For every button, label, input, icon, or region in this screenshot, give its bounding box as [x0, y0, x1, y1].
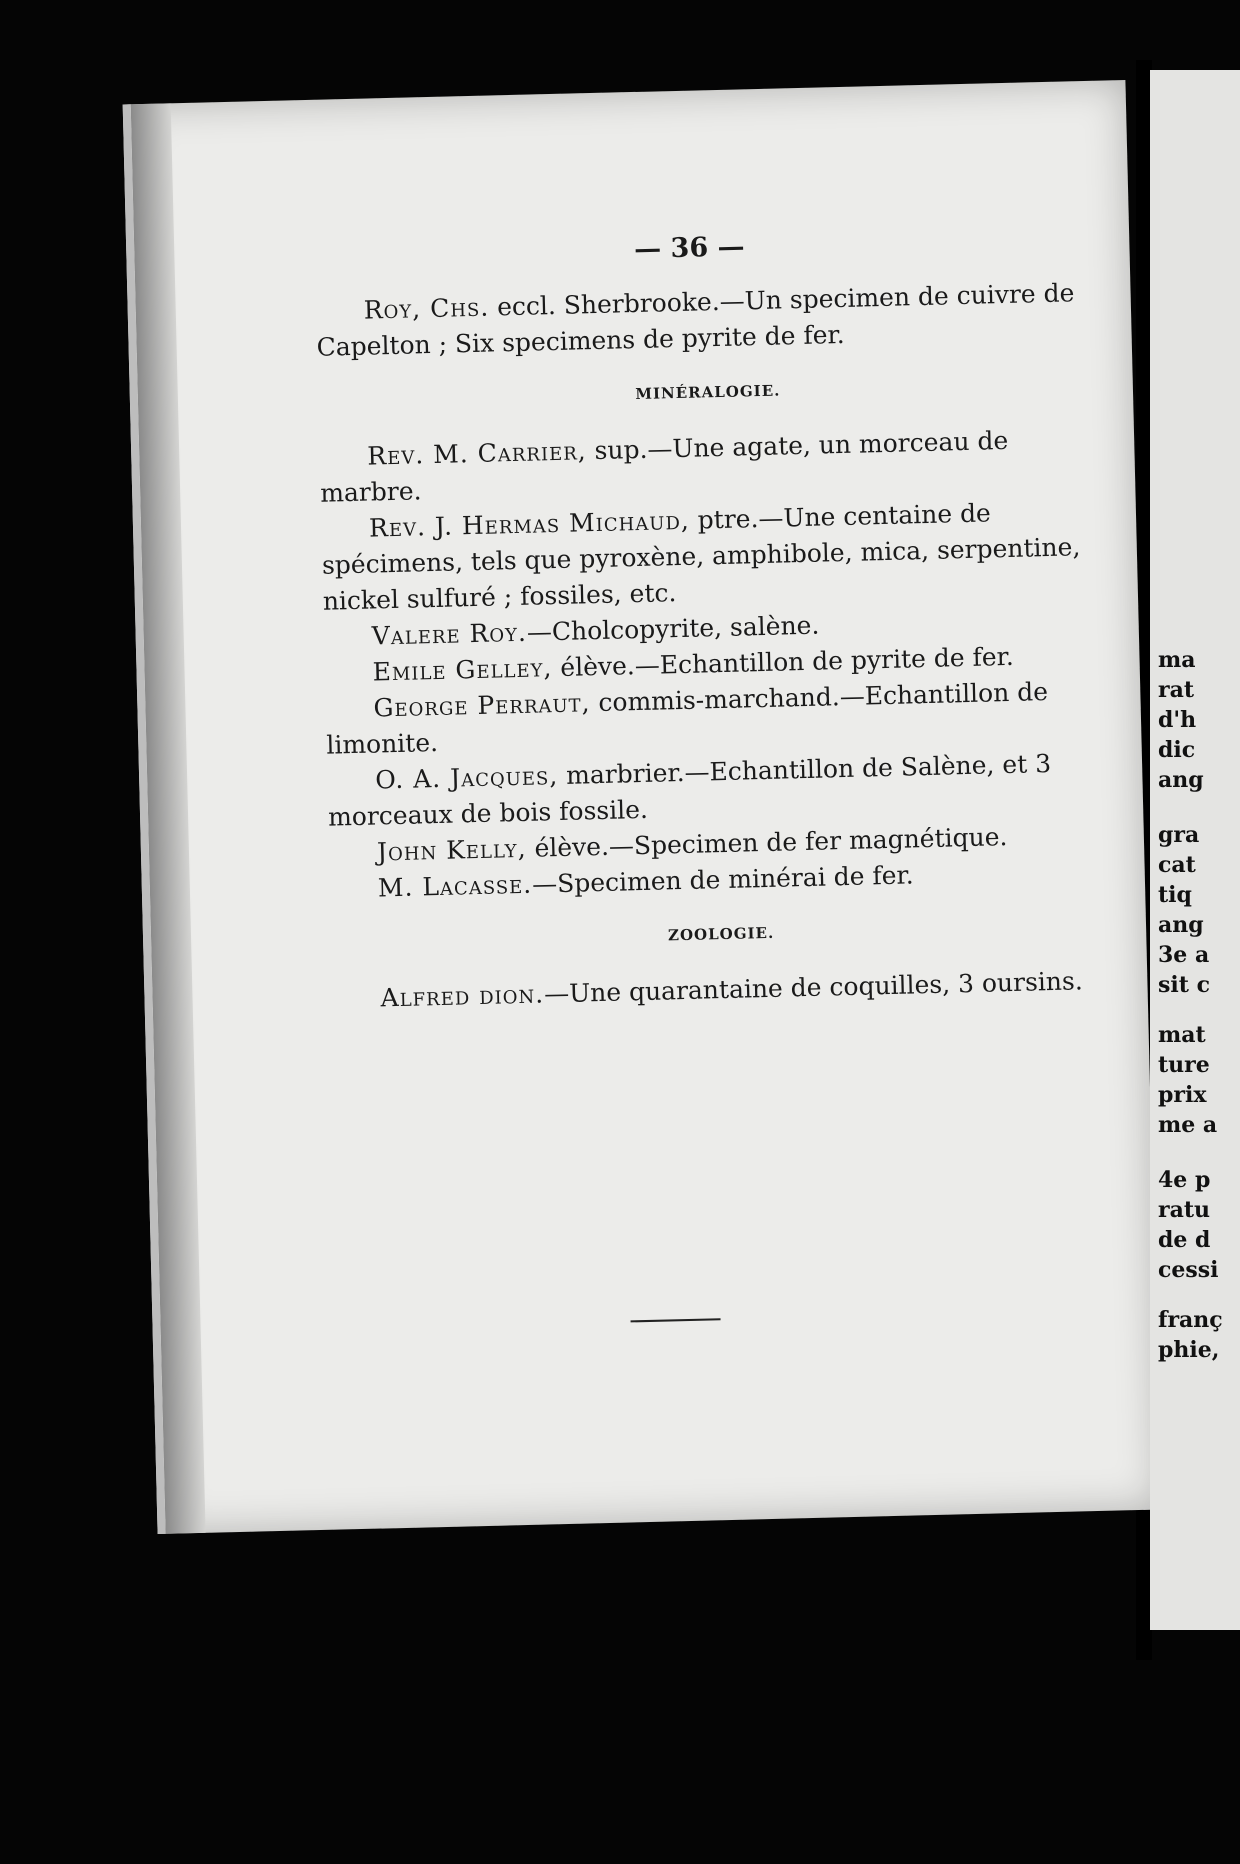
right-fragment: ratu [1158, 1197, 1211, 1223]
closing-rule [631, 1318, 721, 1322]
right-fragment: 4e p [1158, 1167, 1211, 1193]
right-fragment: dic [1158, 737, 1196, 763]
page-content [314, 221, 1120, 1330]
right-fragment: d'h [1158, 707, 1197, 733]
donation-text: élève.—Echantillon de pyrite de fer. [552, 641, 1015, 683]
donation-text: eccl. Sherbrooke.—Un specimen de cuivre de Capelton ; Six specimens de pyrite de fer. [316, 278, 1075, 362]
donor-name: George Perraut, [373, 688, 591, 723]
right-fragment: franç [1158, 1307, 1223, 1333]
donation-text: commis-marchand.—Echantillon de limonite. [326, 677, 1049, 760]
right-fragment: tiq [1158, 882, 1192, 908]
donation-text: —Cholcopyrite, salène. [526, 610, 820, 647]
donation-text: —Specimen de minérai de fer. [531, 860, 914, 899]
section-heading-zoologie: ZOOLOGIE. [667, 923, 775, 945]
right-fragment: rat [1158, 677, 1195, 703]
section-heading-mineralogie: MINÉRALOGIE. [635, 381, 781, 404]
right-fragment: gra [1158, 822, 1200, 848]
donation-text: élève.—Specimen de fer magnétique. [526, 822, 1008, 863]
page-number: — 36 — [633, 231, 745, 266]
right-fragment: ma [1158, 647, 1196, 673]
donor-name: Alfred dion. [380, 979, 545, 1013]
right-fragment: mat [1158, 1022, 1206, 1048]
right-page-edge [1150, 70, 1240, 1630]
donor-name: Roy, Chs. [363, 292, 490, 325]
right-fragment: sit c [1158, 972, 1210, 998]
donor-name: Rev. M. Carrier, [366, 436, 587, 471]
left-page [123, 80, 1161, 1534]
right-fragment: 3e a [1158, 942, 1210, 968]
donor-name: O. A. Jacques, [374, 761, 559, 795]
entry-roy [315, 275, 1097, 366]
right-fragment: ang [1158, 912, 1204, 938]
right-fragment: cessi [1158, 1257, 1219, 1283]
right-fragment: ang [1158, 767, 1204, 793]
entry-dion [332, 963, 1113, 1018]
right-fragment: phie, [1158, 1337, 1220, 1363]
donor-name: Rev. J. Hermas Michaud, [368, 505, 691, 543]
donor-name: Valere Roy. [371, 617, 528, 651]
donation-text: —Une quarantaine de coquilles, 3 oursins. [543, 966, 1084, 1009]
donor-name: Emile Gelley, [372, 653, 553, 687]
donor-name: M. Lacasse. [377, 869, 533, 903]
donor-name: John Kelly, [376, 833, 527, 867]
donation-text: ptre.—Une centaine de spécimens, tels que pyroxène, amphibole, mica, serpentine, nickel sulfuré ; fossiles, etc. [321, 498, 1081, 616]
entry-michaud [321, 493, 1103, 620]
donation-text: marbrier.—Echantillon de Salène, et 3 morceaux de bois fossile. [327, 748, 1052, 832]
right-fragment: prix [1158, 1082, 1207, 1108]
right-fragment: de d [1158, 1227, 1211, 1253]
right-fragment: me a [1158, 1112, 1218, 1138]
donation-text: sup.—Une agate, un morceau de marbre. [319, 425, 1009, 508]
right-fragment: cat [1158, 852, 1196, 878]
right-fragment: ture [1158, 1052, 1210, 1078]
